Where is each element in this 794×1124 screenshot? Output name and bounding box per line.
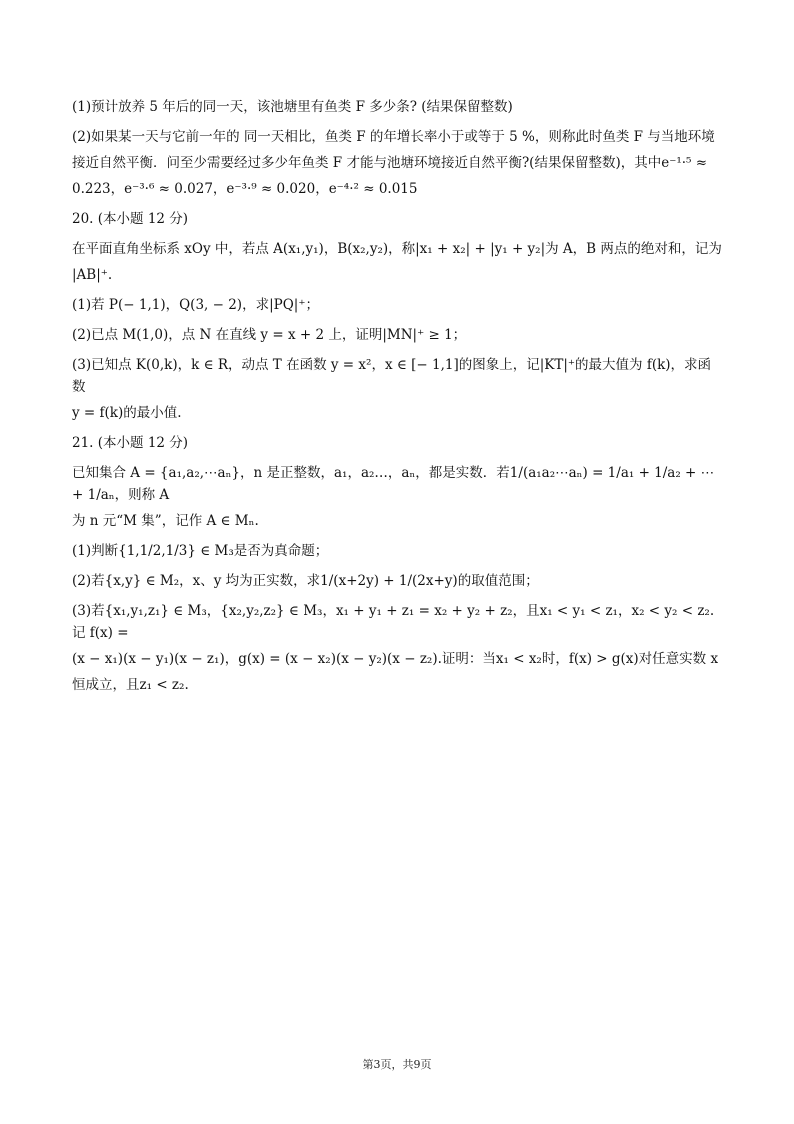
problem-line: 在平面直角坐标系 xOy 中，若点 A(x₁,y₁)，B(x₂,y₂)，称|x₁ + x₂| + |y₁ + y₂|为 A，B 两点的绝对和，记为 — [72, 241, 722, 257]
problem-line: |AB|⁺. — [72, 267, 113, 283]
problem-line: 已知集合 A = {a₁,a₂,⋯aₙ}，n 是正整数，a₁，a₂…，aₙ，都是实数．若1/(a₁a₂⋯aₙ) = 1/a₁ + 1/a₂ + ⋯ + 1/aₙ，则称 A — [72, 465, 715, 503]
problem-line: (x − x₁)(x − y₁)(x − z₁)，g(x) = (x − x₂)(x − y₂)(x − z₂).证明：当x₁ < x₂时，f(x) > g(x)对任意实数 x — [72, 651, 719, 667]
problem-line: 0.223，e⁻³·⁶ ≈ 0.027，e⁻³·⁹ ≈ 0.020，e⁻⁴·² ≈ 0.015 — [72, 181, 418, 197]
document-body — [72, 96, 722, 704]
problem-line: (1)判断{1,1/2,1/3} ∈ M₃是否为真命题； — [72, 543, 329, 559]
problem-line: (1)预计放养 5 年后的同一天，该池塘里有鱼类 F 多少条? (结果保留整数) — [72, 99, 513, 115]
problem-line: (3)若{x₁,y₁,z₁} ∈ M₃，{x₂,y₂,z₂} ∈ M₃，x₁ + y₁ + z₁ = x₂ + y₂ + z₂，且x₁ < y₁ < z₁，x₂ < y₂ < z₂.记 f(x) = — [72, 603, 715, 641]
problem-line: (2)已点 M(1,0)，点 N 在直线 y = x + 2 上，证明|MN|⁺ ≥ 1； — [72, 327, 467, 343]
problem-line: (2)如果某一天与它前一年的 同一天相比，鱼类 F 的年增长率小于或等于 5 %，则称此时鱼类 F 与当地环境 — [72, 129, 715, 145]
problem-line: y = f(k)的最小值. — [72, 405, 182, 421]
page-footer: 第3页，共9页 — [362, 1058, 432, 1071]
section-heading: 20. (本小题 12 分) — [72, 211, 189, 227]
problem-line: 接近自然平衡．问至少需要经过多少年鱼类 F 才能与池塘环境接近自然平衡?(结果保留整数)，其中e⁻¹·⁵ ≈ — [72, 155, 708, 171]
problem-line: 恒成立，且z₁ < z₂. — [72, 677, 189, 693]
problem-line: (1)若 P(− 1,1)，Q(3, − 2)，求|PQ|⁺； — [72, 297, 319, 313]
section-heading: 21. (本小题 12 分) — [72, 435, 189, 451]
problem-line: (2)若{x,y} ∈ M₂，x、y 均为正实数，求1/(x+2y) + 1/(2x+y)的取值范围； — [72, 573, 539, 589]
problem-line: (3)已知点 K(0,k)，k ∈ R，动点 T 在函数 y = x²，x ∈ [− 1,1]的图象上，记|KT|⁺的最大值为 f(k)，求函数 — [72, 357, 712, 395]
problem-line: 为 n 元“M 集”，记作 A ∈ Mₙ. — [72, 513, 259, 529]
